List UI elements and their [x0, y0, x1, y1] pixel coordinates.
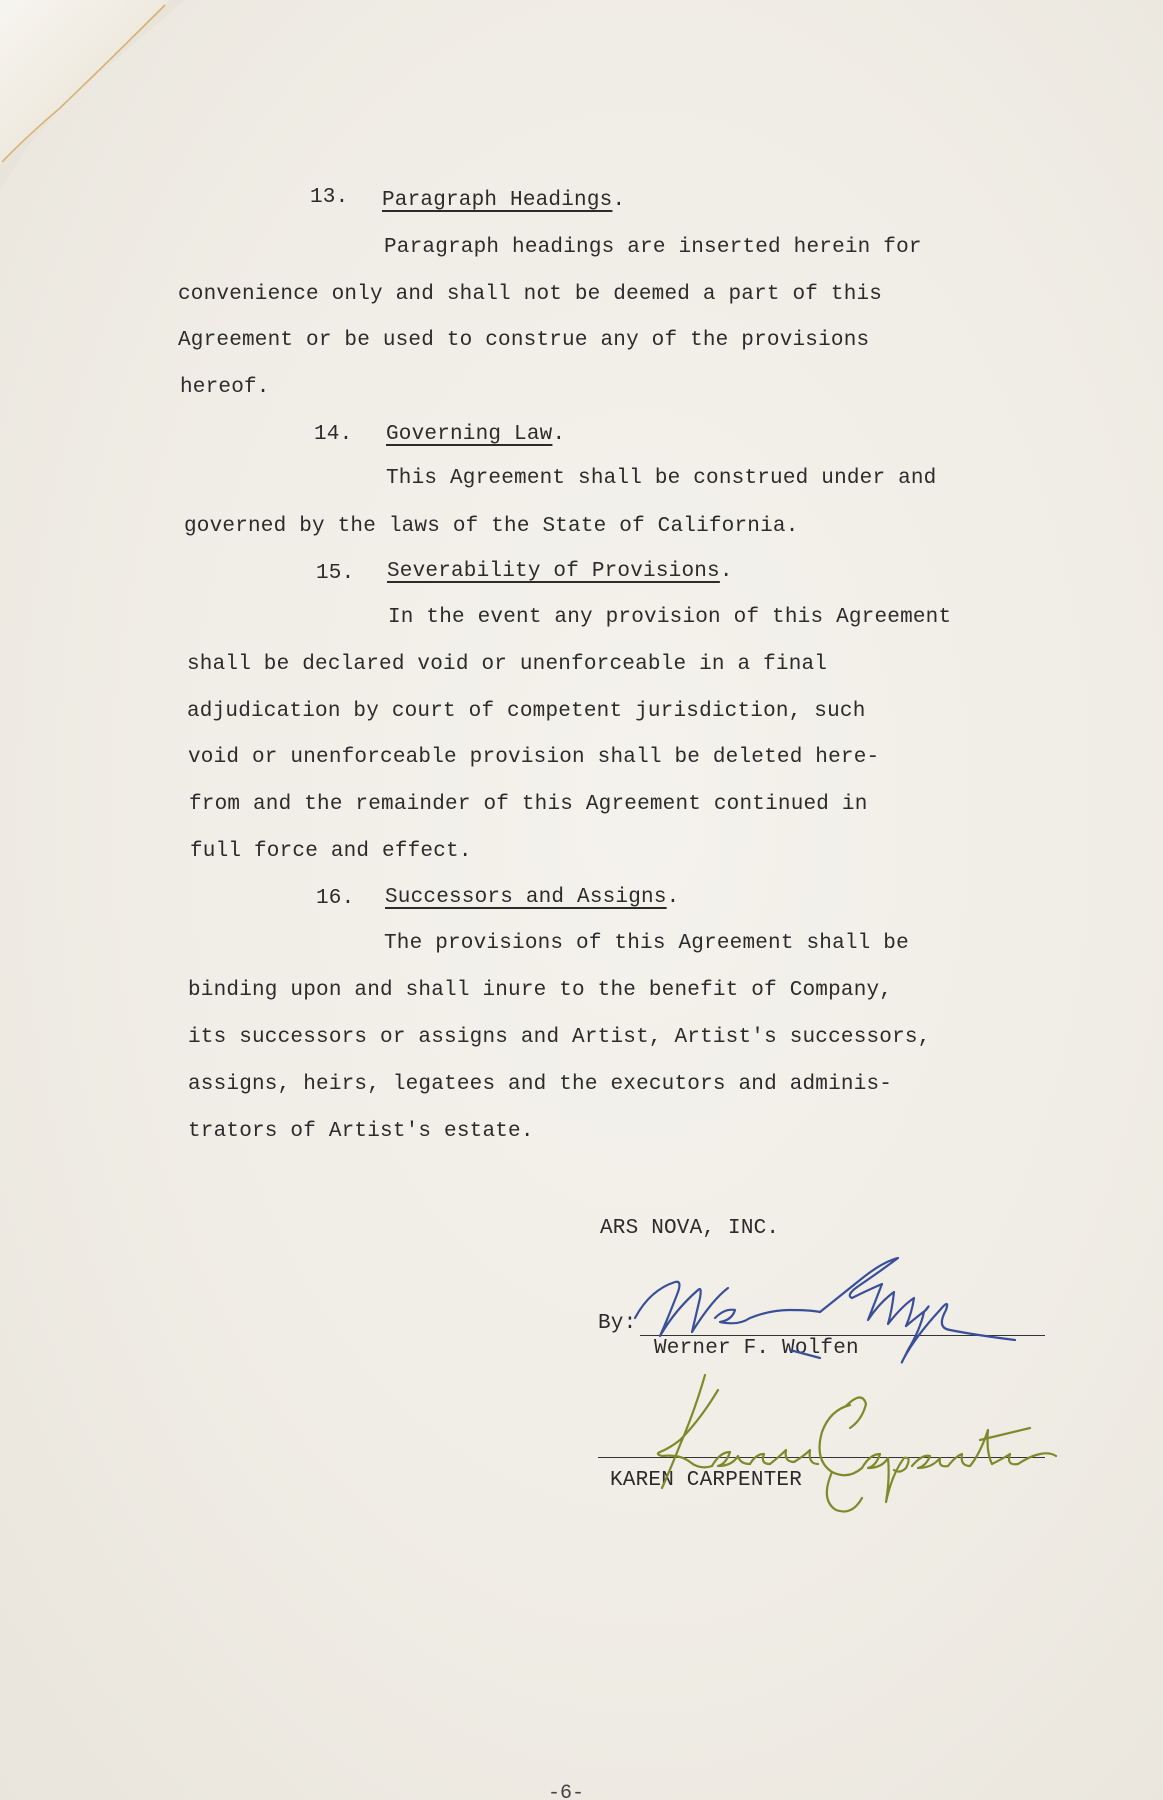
section-16-line-2: binding upon and shall inure to the benefit of Company,: [188, 979, 893, 1002]
section-16-line-1: The provisions of this Agreement shall be: [384, 932, 909, 955]
section-15-heading-row: Severability of Provisions.: [387, 560, 733, 583]
company-signature-image: [620, 1240, 1020, 1380]
section-15-line-4: void or unenforceable provision shall be deleted here-: [188, 746, 880, 769]
section-15-line-3: adjudication by court of competent jurisdiction, such: [187, 700, 866, 723]
section-14-number: 14.: [314, 423, 353, 446]
section-16-number: 16.: [316, 887, 355, 910]
company-signatory-name: Werner F. Wolfen: [654, 1337, 859, 1360]
section-13-heading: Paragraph Headings: [382, 189, 613, 212]
section-15-line-5: from and the remainder of this Agreement continued in: [189, 793, 868, 816]
section-15-heading: Severability of Provisions: [387, 560, 720, 583]
section-13-number: 13.: [310, 186, 349, 209]
folded-corner: [0, 0, 190, 190]
section-16-line-4: assigns, heirs, legatees and the executors and adminis-: [188, 1073, 893, 1096]
section-15-line-6: full force and effect.: [190, 840, 472, 863]
section-15-line-2: shall be declared void or unenforceable in a final: [187, 653, 828, 676]
section-16-line-3: its successors or assigns and Artist, Artist's successors,: [188, 1026, 931, 1049]
by-label: By:: [598, 1312, 637, 1335]
section-15-number: 15.: [316, 562, 355, 585]
company-name: ARS NOVA, INC.: [600, 1217, 780, 1240]
artist-signatory-name: KAREN CARPENTER: [610, 1469, 803, 1492]
section-16-line-5: trators of Artist's estate.: [188, 1120, 534, 1143]
section-13-line-4: hereof.: [180, 376, 270, 399]
section-14-line-2: governed by the laws of the State of California.: [184, 515, 799, 538]
section-13-line-2: convenience only and shall not be deemed a part of this: [178, 283, 883, 306]
section-13-heading-row: Paragraph Headings.: [382, 189, 626, 212]
section-14-heading-row: Governing Law.: [386, 423, 566, 446]
section-14-line-1: This Agreement shall be construed under and: [386, 467, 937, 490]
section-13-line-1: Paragraph headings are inserted herein for: [384, 236, 922, 259]
artist-signature-image: [600, 1370, 1060, 1520]
section-16-heading: Successors and Assigns: [385, 886, 667, 909]
section-15-line-1: In the event any provision of this Agreement: [388, 606, 952, 629]
page-number: -6-: [548, 1782, 585, 1800]
section-16-heading-row: Successors and Assigns.: [385, 886, 680, 909]
section-14-heading: Governing Law: [386, 423, 553, 446]
section-13-line-3: Agreement or be used to construe any of the provisions: [178, 329, 870, 352]
